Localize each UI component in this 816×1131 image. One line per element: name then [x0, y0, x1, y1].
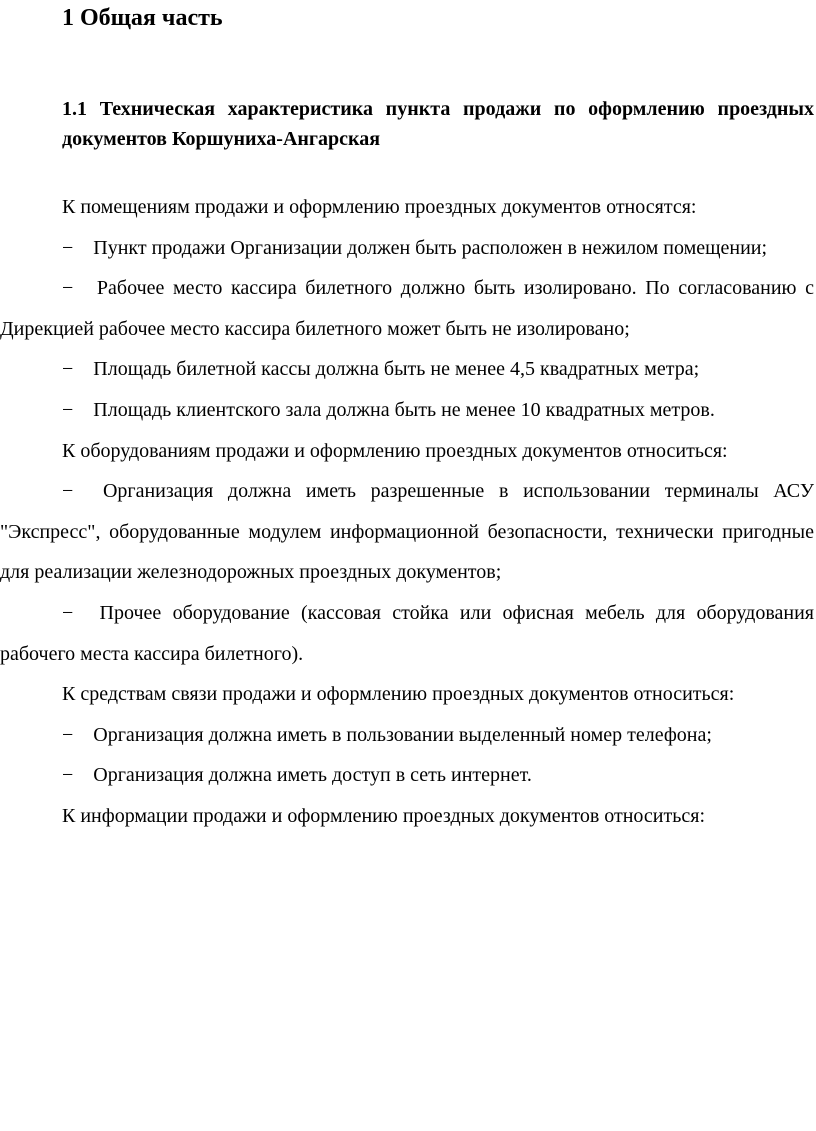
list-item: − Пункт продажи Организации должен быть расположен в нежилом помещении;	[62, 236, 768, 259]
list-item: − Организация должна иметь разрешенные в использовании терминалы АСУ "Экспресс", оборудованные модулем информационной безопасности, технически пригодные для реализации железнодорожных проездных документов;	[0, 480, 814, 584]
section-heading: 1 Общая часть	[62, 5, 223, 31]
paragraph: К информации продажи и оформлению проездных документов относиться:	[62, 804, 706, 827]
list-item: − Площадь билетной кассы должна быть не менее 4,5 квадратных метра;	[62, 358, 700, 381]
subsection-heading: 1.1 Техническая характеристика пункта продажи по оформлению проездных документов Коршуниха-Ангарская	[62, 98, 814, 150]
list-item: − Организация должна иметь доступ в сеть интернет.	[62, 764, 532, 787]
paragraph: К средствам связи продажи и оформлению проездных документов относиться:	[62, 683, 735, 706]
list-item: − Площадь клиентского зала должна быть не менее 10 квадратных метров.	[62, 398, 715, 421]
list-item: − Рабочее место кассира билетного должно быть изолировано. По согласованию с Дирекцией рабочее место кассира билетного может быть не изолировано;	[0, 277, 814, 340]
list-item: − Организация должна иметь в пользовании выделенный номер телефона;	[62, 723, 712, 746]
body-text	[0, 187, 814, 837]
paragraph: К помещениям продажи и оформлению проездных документов относятся:	[62, 196, 697, 218]
list-item: − Прочее оборудование (кассовая стойка или офисная мебель для оборудования рабочего места кассира билетного).	[0, 601, 814, 665]
paragraph: К оборудованиям продажи и оформлению проездных документов относиться:	[62, 439, 728, 462]
